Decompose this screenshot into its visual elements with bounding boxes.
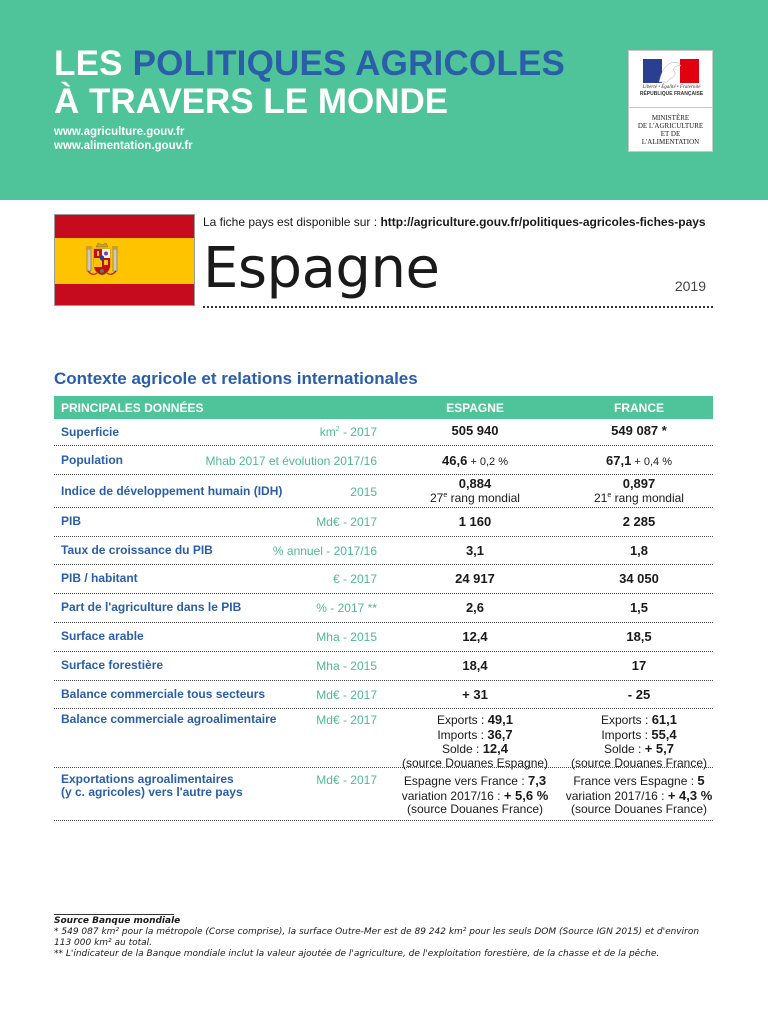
value-espagne: 24 917	[455, 571, 495, 586]
table-row	[54, 709, 713, 768]
row-unit: Md€ - 2017	[316, 515, 377, 529]
value-espagne: 1 160	[458, 514, 492, 529]
footnotes	[54, 916, 714, 960]
row-label: Balance commerciale agroalimentaire	[61, 712, 277, 726]
row-unit: % - 2017 **	[316, 601, 377, 615]
table-row	[54, 768, 713, 821]
value-espagne: 46,6 + 0,2 %	[442, 453, 508, 468]
value-france: 2 285	[622, 514, 656, 529]
table-row	[54, 419, 713, 446]
table-row	[54, 446, 713, 475]
row-unit: Md€ - 2017	[316, 713, 377, 727]
country-name: Espagne	[203, 236, 440, 301]
coat-of-arms-icon	[85, 241, 119, 281]
row-unit: € - 2017	[332, 572, 377, 586]
title-divider	[203, 306, 713, 308]
value-espagne: + 31	[462, 687, 488, 702]
row-label: PIB	[61, 514, 82, 528]
row-label: Exportations agroalimentaires (y c. agricoles) vers l'autre pays	[61, 772, 243, 799]
value-espagne: Espagne vers France : 7,3 variation 2017/16 : + 5,6 % (source Douanes France)	[401, 773, 549, 816]
publication-year: 2019	[674, 278, 706, 294]
value-france: 1,5	[629, 600, 649, 615]
republique-text: RÉPUBLIQUE FRANÇAISE	[639, 91, 704, 97]
table-row	[54, 565, 713, 594]
row-label: PIB / habitant	[61, 571, 138, 585]
value-france: - 25	[627, 687, 651, 702]
table-header	[54, 396, 713, 419]
motto-text: Liberté • Égalité • Fraternité	[642, 85, 701, 90]
section-title: Contexte agricole et relations internationales	[54, 369, 418, 388]
footnote-2: ** L'indicateur de la Banque mondiale inclut la valeur ajoutée de l'agriculture, de l'exploitation forestière, de la chasse et de la pêche.	[54, 949, 660, 959]
row-label: Taux de croissance du PIB	[61, 543, 213, 557]
value-france: 18,5	[626, 629, 652, 644]
site-urls	[54, 125, 193, 153]
table-row	[54, 652, 713, 681]
banner-title-highlight: POLITIQUES AGRICOLES	[132, 44, 566, 83]
header-principales-donnees: PRINCIPALES DONNÉES	[61, 401, 204, 415]
value-espagne: Exports : 49,1 Imports : 36,7 Solde : 12,4 (source Douanes Espagne)	[401, 712, 549, 770]
value-espagne: 2,6	[465, 600, 485, 615]
footnote-rule	[54, 914, 174, 915]
ministry-name: MINISTÈRE DE L'AGRICULTURE ET DE L'ALIMENTATION	[637, 114, 704, 146]
row-unit: Mha - 2015	[316, 630, 377, 644]
marianne-icon	[643, 59, 699, 83]
value-france: France vers Espagne : 5 variation 2017/16 : + 4,3 % (source Douanes France)	[565, 773, 713, 816]
ministry-divider	[629, 107, 712, 108]
row-label: Surface forestière	[61, 658, 164, 672]
value-france: Exports : 61,1 Imports : 55,4 Solde : + 5,7 (source Douanes France)	[570, 712, 708, 770]
value-france: 1,8	[629, 543, 649, 558]
footnote-1: * 549 087 km² pour la métropole (Corse comprise), la surface Outre-Mer est de 89 242 km² pour les seuls DOM (Source IGN 2015) et d'environ 113 000 km² au total.	[54, 927, 700, 948]
table-row	[54, 594, 713, 623]
spain-flag-icon	[54, 214, 195, 306]
banner-title-line2: À TRAVERS LE MONDE	[54, 82, 449, 121]
table-row	[54, 475, 713, 508]
value-france: 34 050	[619, 571, 659, 586]
row-unit: Mhab 2017 et évolution 2017/16	[205, 454, 377, 468]
header-france: FRANCE	[614, 401, 664, 415]
value-espagne: 18,4	[462, 658, 488, 673]
row-unit: Md€ - 2017	[316, 773, 377, 787]
url-agriculture[interactable]: www.agriculture.gouv.fr	[54, 126, 185, 138]
row-label: Population	[61, 453, 123, 467]
table-row	[54, 537, 713, 565]
banner-title-line1: LES POLITIQUES AGRICOLES	[54, 44, 566, 83]
row-unit: 2015	[350, 485, 377, 499]
row-label: Balance commerciale tous secteurs	[61, 687, 266, 701]
value-espagne: 3,1	[465, 543, 485, 558]
value-france: 67,1 + 0,4 %	[606, 453, 672, 468]
url-alimentation[interactable]: www.alimentation.gouv.fr	[54, 140, 193, 152]
table-row	[54, 681, 713, 709]
ministry-logo	[628, 50, 713, 152]
value-france: 549 087 *	[611, 423, 667, 438]
availability-note: La fiche pays est disponible sur : http://agriculture.gouv.fr/politiques-agricoles-fiches-pays	[203, 215, 706, 229]
row-label: Part de l'agriculture dans le PIB	[61, 600, 242, 614]
row-label: Surface arable	[61, 629, 144, 643]
table-row	[54, 508, 713, 537]
footnote-source: Source Banque mondiale	[54, 916, 181, 926]
value-espagne: 0,884 27e rang mondial	[430, 476, 520, 505]
row-unit: % annuel - 2017/16	[272, 544, 377, 558]
value-france: 17	[631, 658, 647, 673]
value-espagne: 12,4	[462, 629, 488, 644]
table-row	[54, 623, 713, 652]
row-unit: $km^2 - 2017$	[319, 425, 377, 439]
value-france: 0,897 21e rang mondial	[594, 476, 684, 505]
row-unit: Md€ - 2017	[316, 688, 377, 702]
header-banner	[0, 0, 768, 200]
fiche-pays-link[interactable]: http://agriculture.gouv.fr/politiques-agricoles-fiches-pays	[380, 215, 706, 229]
row-label: Indice de développement humain (IDH)	[61, 484, 283, 498]
value-espagne: 505 940	[451, 423, 499, 438]
header-espagne: ESPAGNE	[446, 401, 504, 415]
row-unit: Mha - 2015	[316, 659, 377, 673]
row-label: Superficie	[61, 425, 120, 439]
